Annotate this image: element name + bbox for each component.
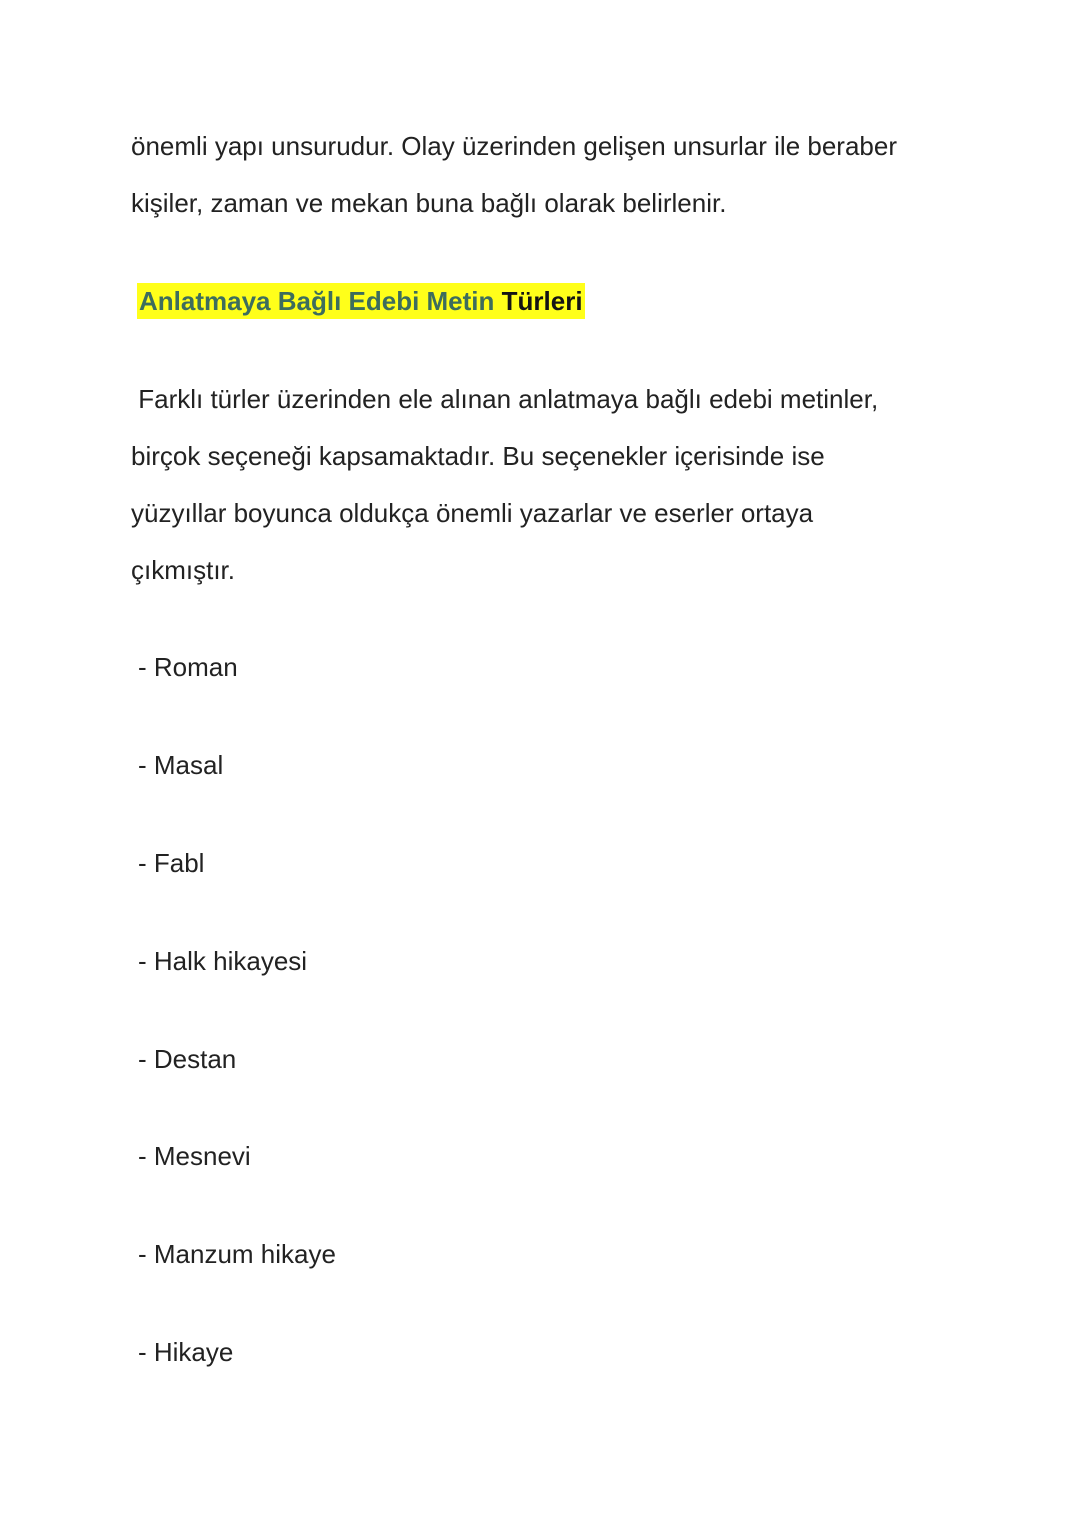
list-item: - Roman — [138, 652, 238, 682]
body-line-2: birçok seçeneği kapsamaktadır. Bu seçenekler içerisinde ise — [131, 441, 825, 471]
list-item: - Hikaye — [138, 1337, 234, 1367]
body-line-3: yüzyıllar boyunca oldukça önemli yazarlar ve eserler ortaya — [131, 498, 814, 528]
section-heading-part1: Anlatmaya Bağlı Edebi Metin — [139, 286, 495, 316]
list-item: - Mesnevi — [138, 1141, 251, 1171]
intro-line-2: kişiler, zaman ve mekan buna bağlı olarak belirlenir. — [131, 188, 727, 218]
list-item: - Manzum hikaye — [138, 1239, 336, 1269]
section-heading — [137, 283, 585, 319]
section-heading-part2: Türleri — [501, 286, 583, 316]
list-item: - Fabl — [138, 848, 205, 878]
list-item: - Masal — [138, 750, 224, 780]
body-line-1: Farklı türler üzerinden ele alınan anlatmaya bağlı edebi metinler, — [131, 384, 879, 414]
intro-line-1: önemli yapı unsurudur. Olay üzerinden gelişen unsurlar ile beraber — [131, 131, 897, 161]
body-line-4: çıkmıştır. — [131, 555, 235, 585]
list-item: - Halk hikayesi — [138, 946, 308, 976]
list-item: - Destan — [138, 1044, 237, 1074]
